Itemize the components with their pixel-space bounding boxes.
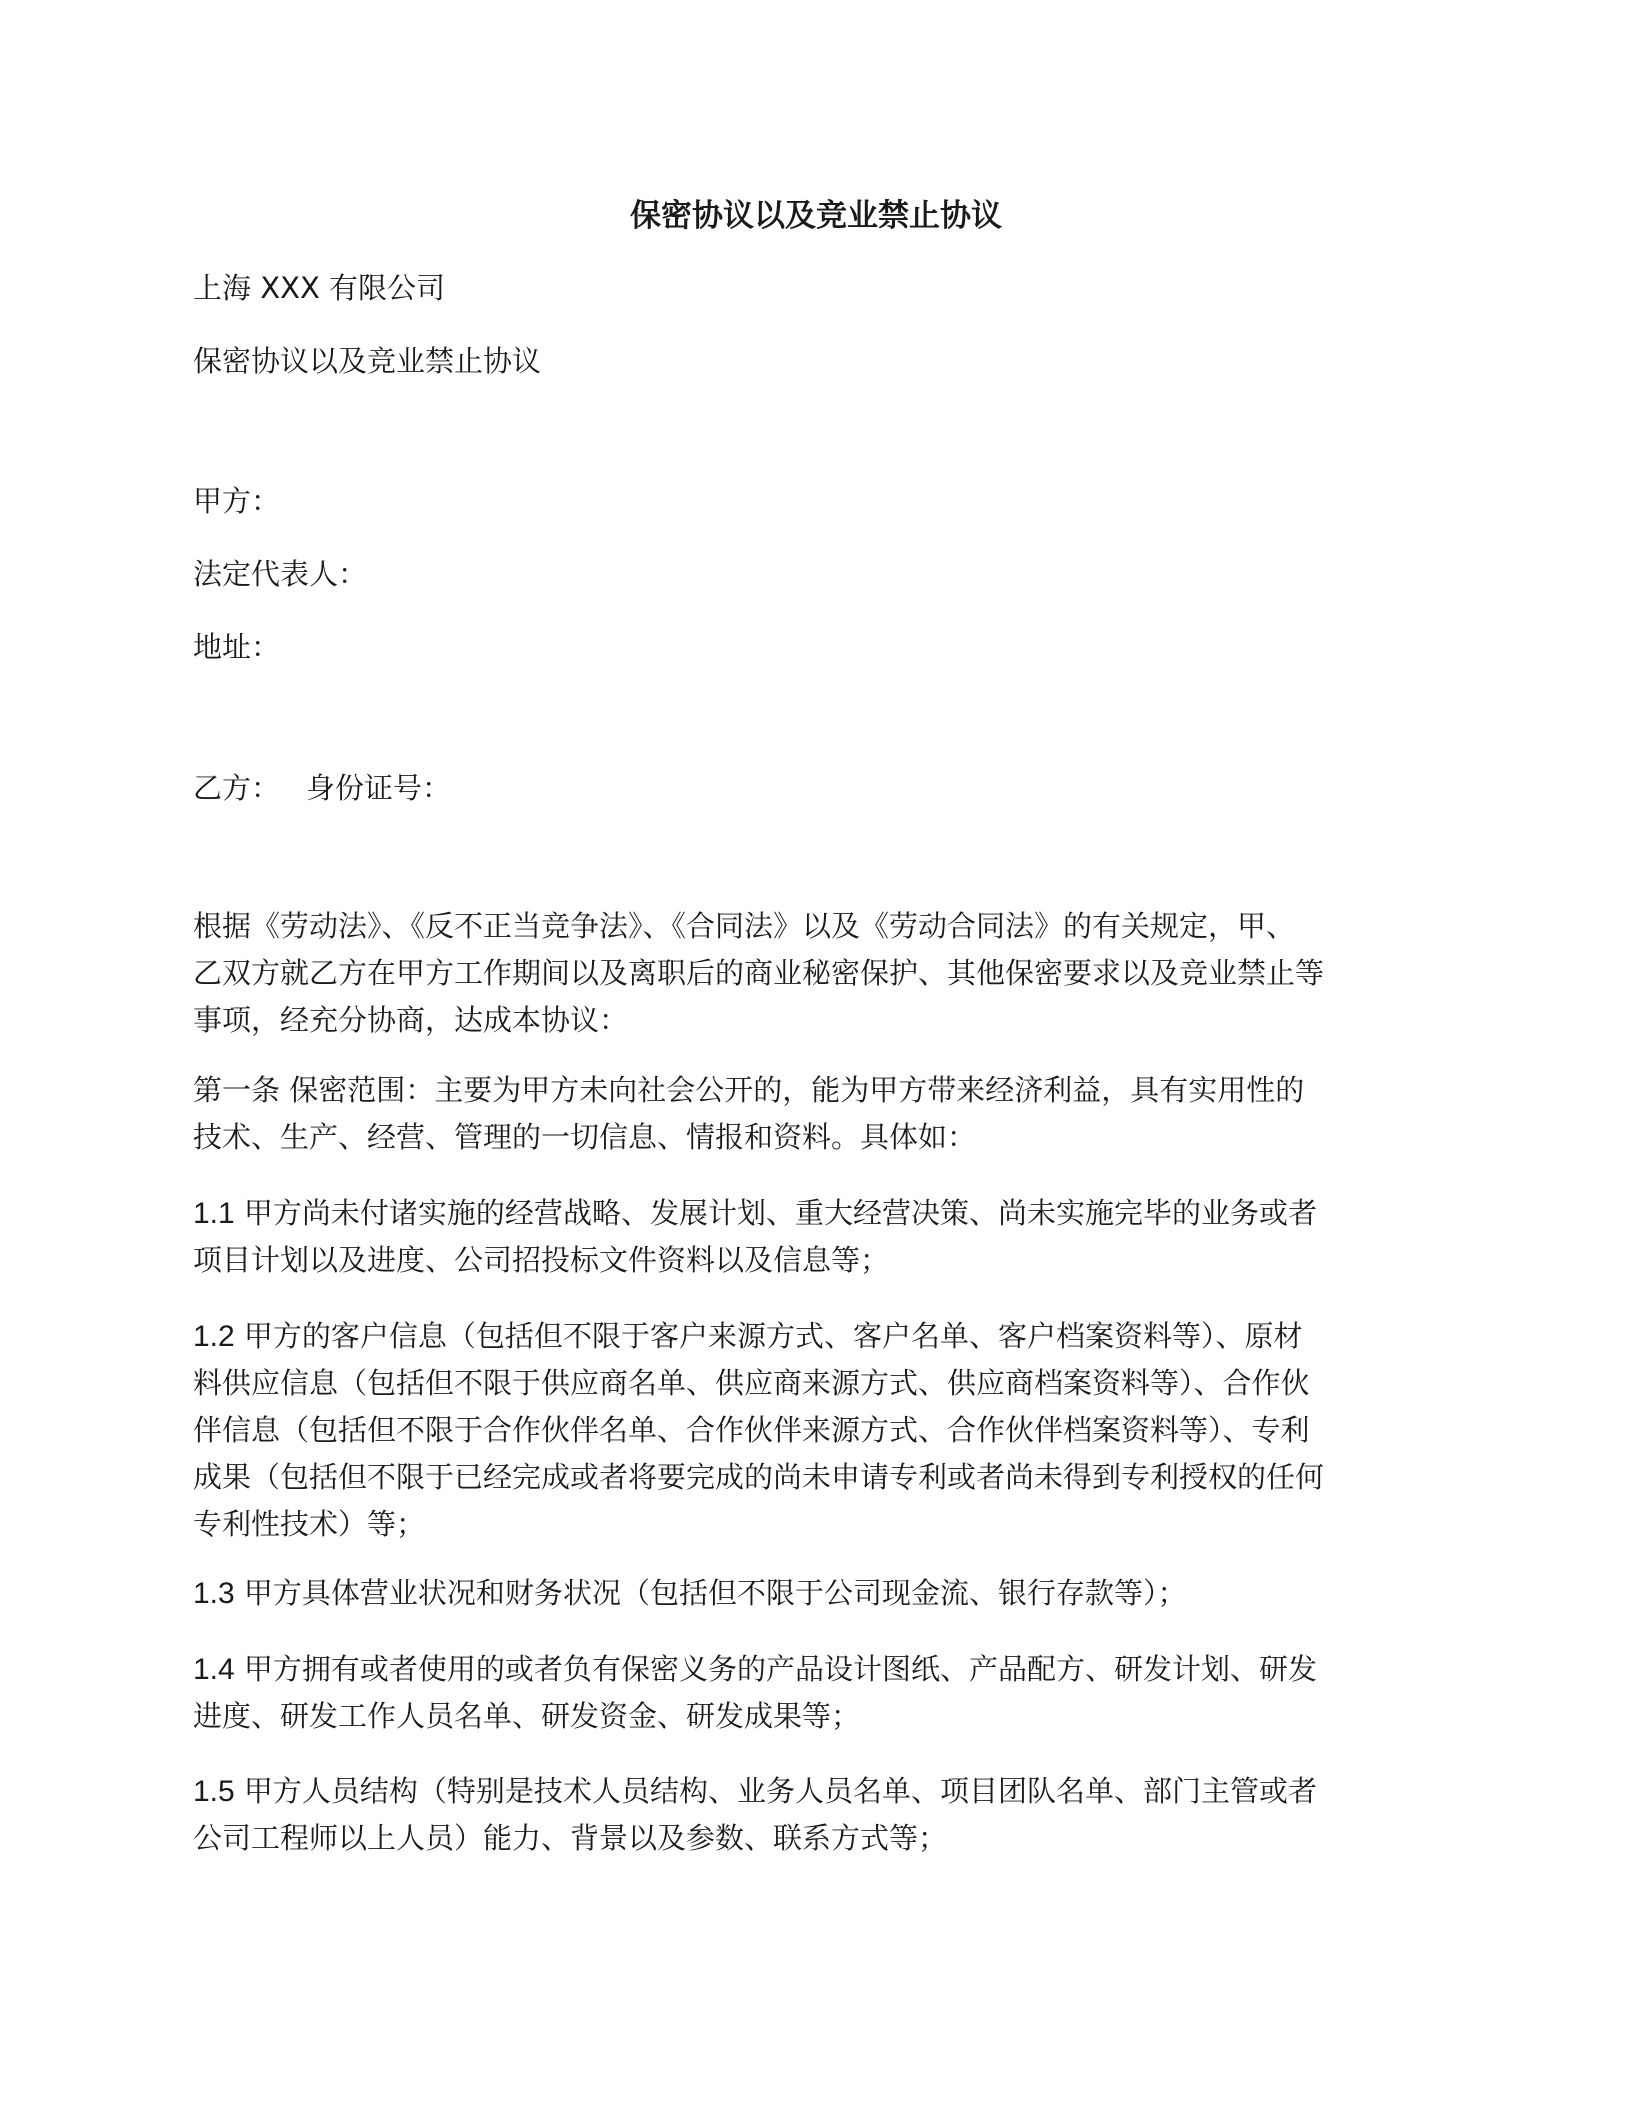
address-label: 地址： — [193, 630, 281, 664]
legal-representative-label: 法定代表人： — [193, 557, 368, 591]
party-a-label: 甲方： — [193, 484, 281, 518]
clause-number: 1.4 — [193, 1653, 235, 1686]
preamble-line: 根据《劳动法》、《反不正当竞争法》、《合同法》以及《劳动合同法》的有关规定，甲、 — [193, 909, 1296, 943]
article-1-line: 技术、生产、经营、管理的一切信息、情报和资料。具体如： — [193, 1120, 977, 1154]
clause-1-1 — [193, 1190, 1453, 1284]
clause-text: 甲方的客户信息（包括但不限于客户来源方式、客户名单、客户档案资料等）、原材 — [234, 1319, 1303, 1353]
document-subtitle: 保密协议以及竞业禁止协议 — [193, 344, 542, 378]
preamble-line: 事项，经充分协商，达成本协议： — [193, 1003, 629, 1037]
company-name: 上海 XXX 有限公司 — [193, 271, 446, 305]
clause-text: 公司工程师以上人员）能力、背景以及参数、联系方式等； — [193, 1821, 948, 1855]
clause-text: 专利性技术）等； — [193, 1507, 426, 1541]
clause-number: 1.2 — [193, 1320, 235, 1353]
clause-number: 1.3 — [193, 1577, 235, 1610]
id-number-label: 身份证号： — [306, 771, 452, 805]
document-title: 保密协议以及竞业禁止协议 — [630, 198, 1002, 234]
clause-text: 甲方人员结构（特别是技术人员结构、业务人员名单、项目团队名单、部门主管或者 — [234, 1774, 1317, 1808]
clause-text: 项目计划以及进度、公司招投标文件资料以及信息等； — [193, 1243, 890, 1277]
clause-number: 1.5 — [193, 1775, 235, 1808]
article-1-line: 第一条 保密范围：主要为甲方未向社会公开的，能为甲方带来经济利益，具有实用性的 — [193, 1073, 1305, 1107]
preamble-line: 乙双方就乙方在甲方工作期间以及离职后的商业秘密保护、其他保密要求以及竞业禁止等 — [193, 956, 1325, 990]
party-b-label: 乙方： — [193, 771, 281, 805]
clause-text: 伴信息（包括但不限于合作伙伴名单、合作伙伴来源方式、合作伙伴档案资料等）、专利 — [193, 1413, 1310, 1447]
clause-text: 进度、研发工作人员名单、研发资金、研发成果等； — [193, 1699, 861, 1733]
article-1-paragraph — [193, 1067, 1453, 1161]
clause-text: 甲方尚未付诸实施的经营战略、发展计划、重大经营决策、尚未实施完毕的业务或者 — [234, 1196, 1317, 1230]
clause-number: 1.1 — [193, 1197, 235, 1230]
clause-1-4 — [193, 1646, 1453, 1740]
preamble-paragraph — [193, 903, 1453, 1044]
clause-text: 成果（包括但不限于已经完成或者将要完成的尚未申请专利或者尚未得到专利授权的任何 — [193, 1460, 1325, 1494]
clause-1-3 — [193, 1570, 1453, 1617]
party-b-line — [193, 768, 451, 808]
clause-text: 料供应信息（包括但不限于供应商名单、供应商来源方式、供应商档案资料等）、合作伙 — [193, 1366, 1310, 1400]
clause-1-2 — [193, 1313, 1453, 1548]
clause-text: 甲方拥有或者使用的或者负有保密义务的产品设计图纸、产品配方、研发计划、研发 — [234, 1652, 1317, 1686]
clause-1-5 — [193, 1768, 1453, 1862]
clause-text: 甲方具体营业状况和财务状况（包括但不限于公司现金流、银行存款等）； — [234, 1576, 1187, 1610]
